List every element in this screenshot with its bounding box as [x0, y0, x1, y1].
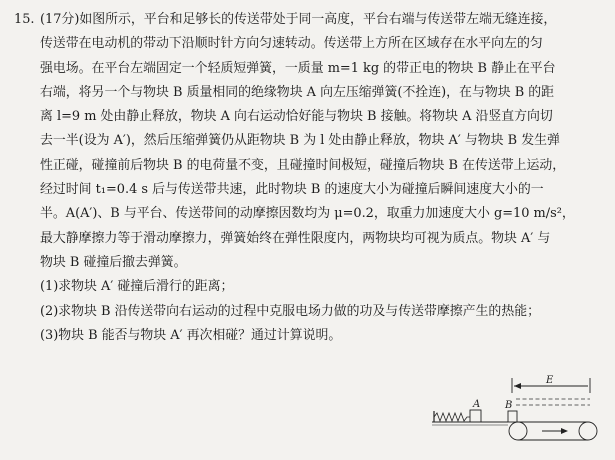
- left-pulley: [509, 422, 527, 440]
- problem-line: 去一半(设为 A′)，然后压缩弹簧仍从距物块 B 为 l 处由静止释放，物块 A′ 与物块 B 发生弹: [40, 133, 560, 149]
- problem-line: 最大静摩擦力等于滑动摩擦力，弹簧始终在弹性限度内，两物块均可视为质点。物块 A′ 与: [40, 230, 551, 246]
- problem-text: [14, 8, 600, 348]
- platform-conveyor-diagram: [432, 375, 602, 457]
- problem-line: 半。A(A′)、B 与平台、传送带间的动摩擦因数均为 μ=0.2，取重力加速度大小 g=10 m/s²，: [40, 206, 575, 222]
- problem-line: 右端，将另一个与物块 B 质量相同的绝缘物块 A 向左压缩弹簧(不拴连)，在与物块 B 的距: [40, 84, 555, 100]
- belt-direction-head: [561, 428, 568, 434]
- problem-line: 强电场。在平台左端固定一个轻质短弹簧，一质量 m=1 kg 的带正电的物块 B 静止在平台: [40, 60, 556, 76]
- problem-line: 性正碰，碰撞前后物块 B 的电荷量不变，且碰撞时间极短，碰撞后物块 B 在传送带上运动，: [40, 157, 566, 173]
- problem-line: [14, 8, 600, 32]
- problem-line: 物块 B 碰撞后撤去弹簧。: [40, 254, 187, 270]
- problem-number: 15.: [14, 12, 35, 27]
- problem-line-text: (17分)如图所示，平台和足够长的传送带处于同一高度，平台右端与传送带左端无缝连接，: [40, 12, 557, 27]
- label-b: B: [505, 400, 513, 411]
- field-arrow-head: [514, 383, 521, 389]
- spring: [434, 413, 470, 421]
- question-3: (3)物块 B 能否与物块 A′ 再次相碰？通过计算说明。: [40, 327, 342, 343]
- block-b: [508, 411, 517, 422]
- problem-line: 传送带在电动机的带动下沿顺时针方向匀速转动。传送带上方所在区域存在水平向左的匀: [40, 36, 543, 52]
- label-e: E: [546, 375, 554, 386]
- problem-line: 离 l=9 m 处由静止释放，物块 A 向右运动恰好能与物块 B 接触。将物块 A 沿竖直方向切: [40, 109, 553, 125]
- right-pulley: [579, 422, 597, 440]
- question-1: (1)求物块 A′ 碰撞后滑行的距离；: [40, 279, 234, 295]
- label-a: A: [473, 399, 481, 410]
- diagram-figure: [432, 375, 602, 457]
- block-a: [470, 410, 481, 422]
- problem-line: 经过时间 t₁=0.4 s 后与传送带共速，此时物块 B 的速度大小为碰撞后瞬间速度大小的一: [40, 182, 544, 198]
- question-2: (2)求物块 B 沿传送带向右运动的过程中克服电场力做的功及与传送带摩擦产生的热能；: [40, 303, 540, 319]
